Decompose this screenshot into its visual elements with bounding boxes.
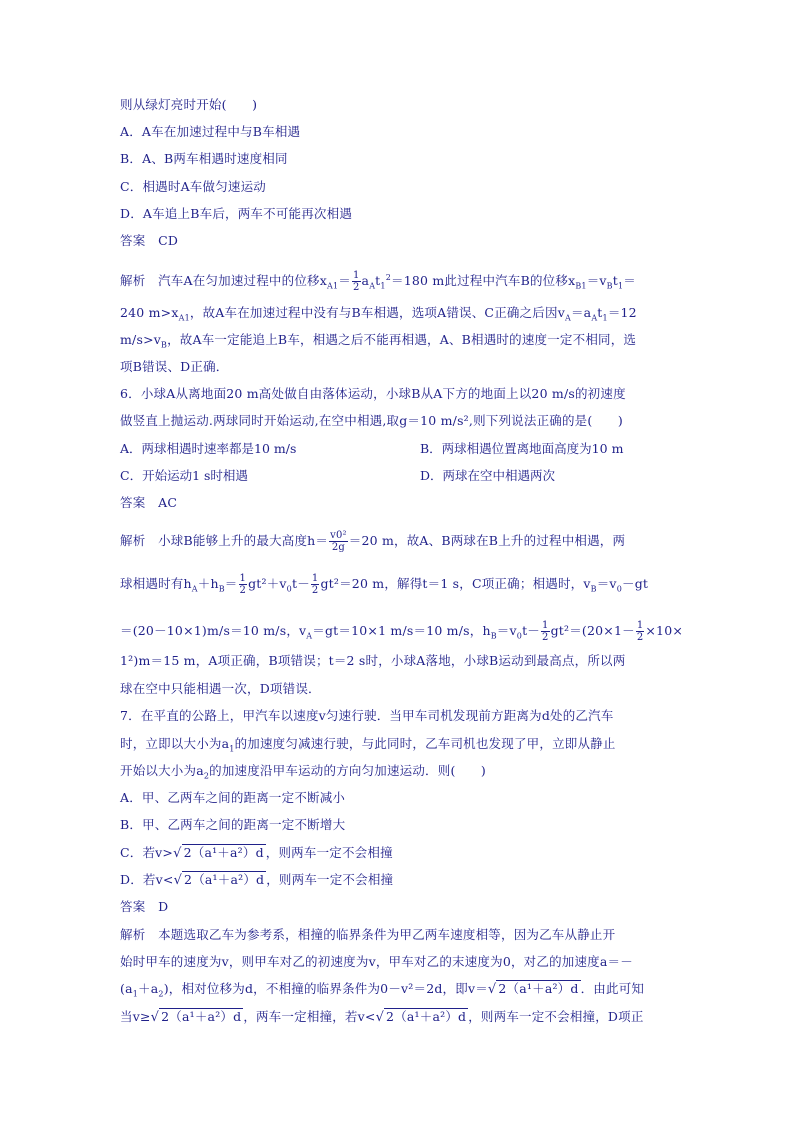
q7-option-d: D．若v<√ 2（a¹＋a²）d ，则两车一定不会相撞	[120, 872, 394, 888]
q5-option-c: C．相遇时A车做匀速运动	[120, 179, 266, 194]
q7-stem-line-2: 时，立即以大小为$a_1$的加速度匀减速行驶，与此同时，乙车司机也发现了甲，立即从静止	[120, 736, 616, 754]
q5-analysis-line-1: 解析 汽车A在匀加速过程中的位移$x_{A1}=$ $\frac{1}{2}$ $a_At_1^2=180$ m此过程中汽车B的位移$x_{B1}=v_Bt_1=$	[120, 270, 636, 293]
fraction-half: $\frac{1}{2}$	[239, 573, 247, 596]
q6-answer: 答案 AC	[120, 495, 178, 510]
fraction-half: $\frac{1}{2}$	[542, 620, 549, 643]
q5-stem: 则从绿灯亮时开始( )	[120, 97, 258, 112]
square-root-expression: √ 2（a¹＋a²）d	[173, 872, 265, 888]
fraction-half: $\frac{1}{2}$	[636, 620, 644, 643]
q7-analysis-line-4: 当v≥√ 2（a¹＋a²）d ，两车一定相撞，若v<√ 2（a¹＋a²）d ，则两车一定不会相撞，D项正	[120, 1009, 644, 1025]
square-root-expression: √ 2（a¹＋a²）d	[150, 1009, 242, 1025]
q6-stem-line-1: 6．小球A从离地面20 m高处做自由落体运动，小球B从A下方的地面上以20 m/s的初速度	[120, 386, 626, 401]
square-root-expression: √ 2（a¹＋a²）d	[375, 1009, 467, 1025]
q5-option-b: B．A、B两车相遇时速度相同	[120, 151, 288, 166]
q7-analysis-line-1: 解析 本题选取乙车为参考系，相撞的临界条件为甲乙两车速度相等，因为乙车从静止开	[120, 927, 616, 942]
q6-option-a: A．两球相遇时速率都是10 m/s	[120, 441, 297, 456]
q7-option-b: B．甲、乙两车之间的距离一定不断增大	[120, 817, 346, 832]
q6-option-d: D．两球在空中相遇两次	[420, 468, 556, 483]
q5-analysis-line-3: $m/s>v_B$，故A车一定能追上B车，相遇之后不能再相遇，A、B相遇时的速度一定不相同，选	[120, 332, 637, 350]
q7-option-c: C．若v>√ 2（a¹＋a²）d ，则两车一定不会相撞	[120, 845, 393, 861]
q5-analysis-line-2: 240 $m>x_{A1}$，故A车在加速过程中没有与B车相遇，选项A错误、C正确之后因$v_A=a_At_1=12$	[120, 305, 637, 323]
q7-analysis-line-2: 始时甲车的速度为v，则甲车对乙的初速度为v，甲车对乙的末速度为0，对乙的加速度a＝－	[120, 954, 633, 969]
square-root-expression: √ 2（a¹＋a²）d	[487, 981, 579, 997]
q5-answer: 答案 CD	[120, 233, 179, 248]
q6-stem-line-2: 做竖直上抛运动.两球同时开始运动,在空中相遇,取g＝10 m/s²,则下列说法正确的是( )	[120, 413, 623, 428]
q7-answer: 答案 D	[120, 899, 169, 914]
q5-option-d: D．A车追上B车后，两车不可能再次相遇	[120, 206, 353, 221]
fraction-half: $\frac{1}{2}$	[311, 573, 319, 596]
fraction-half: $\frac{1}{2}$	[352, 270, 360, 293]
q7-stem-line-3: 开始以大小为$a_2$的加速度沿甲车运动的方向匀加速运动．则( )	[120, 763, 487, 781]
q6-analysis-line-1: 解析 小球B能够上升的最大高度h＝ $\frac{\text{v0²}}{2g}$ ＝20 m，故A、B两球在B上升的过程中相遇，两	[120, 530, 626, 553]
q6-analysis-line-4: 1²)m＝15 m，A项正确，B项错误；t＝2 s时，小球A落地，小球B运动到最高点，所以两	[120, 653, 626, 668]
q7-option-a: A．甲、乙两车之间的距离一定不断减小	[120, 790, 346, 805]
q7-analysis-line-3: $(a_1+a_2)$，相对位移为d，不相撞的临界条件为0－v²＝2d，即v＝√ 2（a¹＋a²）d ．由此可知	[120, 981, 645, 999]
q7-stem-line-1: 7．在平直的公路上，甲汽车以速度v匀速行驶．当甲车司机发现前方距离为d处的乙汽车	[120, 708, 614, 723]
q6-option-c: C．开始运动1 s时相遇	[120, 468, 248, 483]
q5-analysis-line-4: 项B错误、D正确．	[120, 359, 229, 374]
q6-analysis-line-3: ＝(20－10×1)m/s＝10 m/s，$v_A=gt=10\times 1$ m/s＝10 m/s，$h_B=v_0t-$ $\frac{1}{2}$ gt²＝(20×1－ $\frac{1}{2}$ ×10×	[120, 620, 684, 643]
q5-option-a: A．A车在加速过程中与B车相遇	[120, 124, 301, 139]
fraction-v0-squared-over-2g: $\frac{\text{v0²}}{2g}$	[330, 530, 347, 553]
q6-option-b: B．两球相遇位置离地面高度为10 m	[420, 441, 624, 456]
square-root-expression: √ 2（a¹＋a²）d	[173, 845, 264, 861]
q6-analysis-line-5: 球在空中只能相遇一次，D项错误．	[120, 681, 321, 696]
q6-analysis-line-2: 球相遇时有$h_A+h_B=$ $\frac{1}{2}$ $gt^2+v_0t-$ $\frac{1}{2}$ gt²＝20 m，解得t＝1 s，C项正确；相遇时，$v_B=v_0-gt$	[120, 573, 649, 596]
